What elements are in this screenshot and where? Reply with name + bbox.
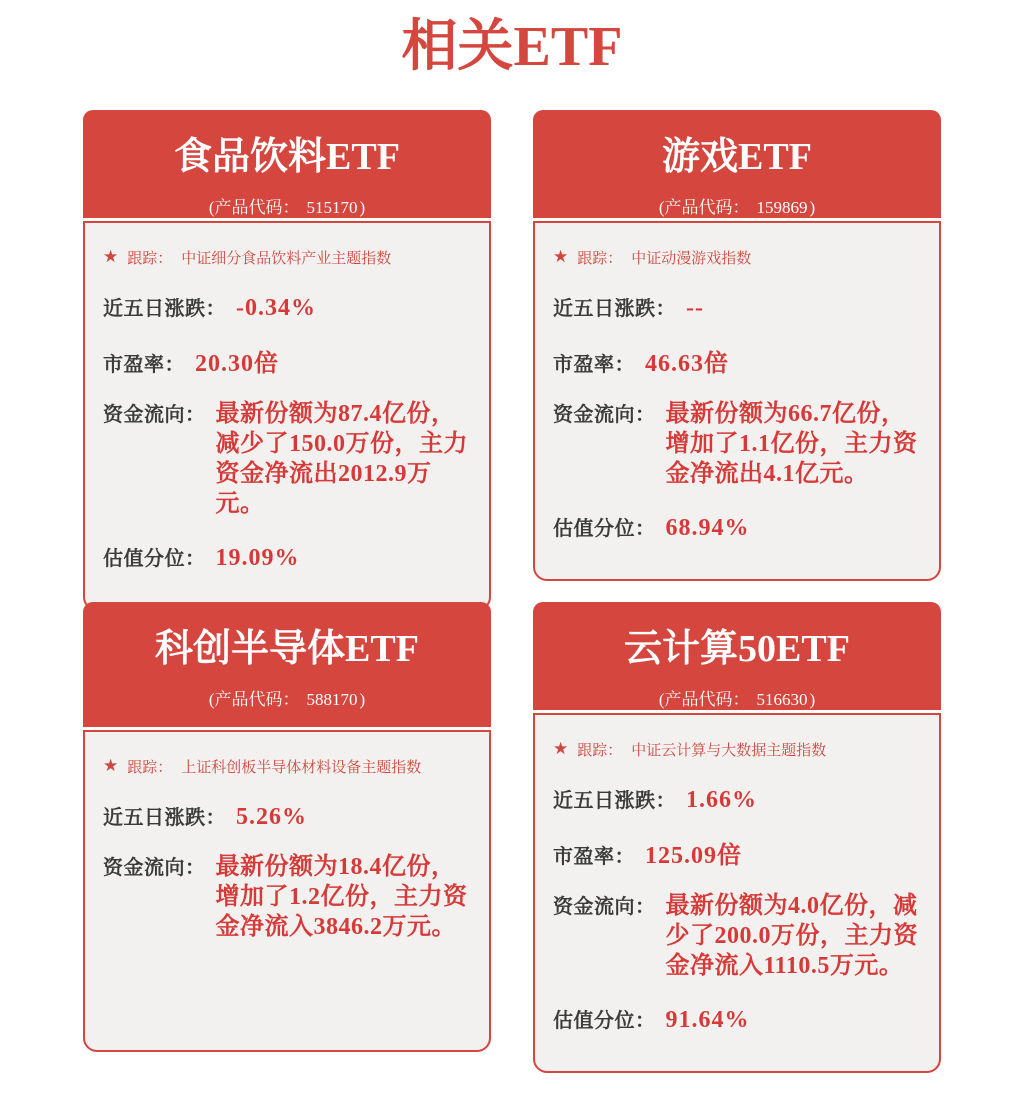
code-value: 515170	[306, 198, 358, 217]
flow-value: 最新份额为87.4亿份，减少了150.0万份，主力资金净流出2012.9万元。	[215, 401, 468, 517]
card-header	[83, 602, 491, 727]
track-row	[103, 247, 471, 268]
track-index: 上证科创板半导体材料设备主题指数	[181, 758, 422, 776]
track-index: 中证细分食品饮料产业主题指数	[181, 249, 392, 267]
track-label: 跟踪：	[577, 249, 623, 267]
card-header	[533, 602, 941, 710]
flow-label: 资金流向：	[103, 855, 206, 879]
code-value: 516630	[756, 690, 808, 709]
pe-row	[103, 343, 471, 378]
code-suffix: )	[809, 690, 816, 709]
card-body	[533, 713, 941, 1073]
track-label: 跟踪：	[127, 249, 173, 267]
change-row	[553, 292, 921, 322]
flow-label: 资金流向：	[103, 402, 206, 426]
code-prefix: (产品代码：	[658, 198, 750, 217]
change-value: -0.34%	[236, 295, 316, 321]
code-prefix: (产品代码：	[658, 690, 750, 709]
card-header	[83, 110, 491, 218]
track-index: 中证云计算与大数据主题指数	[631, 741, 827, 759]
track-index: 中证动漫游戏指数	[631, 249, 752, 267]
pe-label: 市盈率：	[553, 844, 635, 868]
change-label: 近五日涨跌：	[103, 805, 226, 829]
pe-label: 市盈率：	[553, 352, 635, 376]
change-value: 1.66%	[686, 787, 757, 813]
change-value: --	[686, 295, 704, 321]
etf-card-game	[533, 110, 941, 560]
etf-product-code	[533, 193, 941, 218]
code-suffix: )	[359, 690, 366, 709]
etf-product-code	[83, 685, 491, 710]
valuation-label: 估值分位：	[553, 516, 656, 540]
change-row	[103, 292, 471, 322]
change-label: 近五日涨跌：	[553, 296, 676, 320]
pe-value: 46.63倍	[645, 351, 729, 377]
change-value: 5.26%	[236, 804, 307, 830]
flow-value: 最新份额为18.4亿份，增加了1.2亿份，主力资金净流入3846.2万元。	[215, 854, 468, 940]
pe-value: 125.09倍	[645, 843, 742, 869]
card-header	[533, 110, 941, 218]
flow-row	[103, 852, 471, 942]
card-body	[83, 730, 491, 1052]
change-row	[553, 784, 921, 814]
change-label: 近五日涨跌：	[553, 788, 676, 812]
etf-title: 食品饮料ETF	[174, 136, 400, 178]
code-prefix: (产品代码：	[208, 690, 300, 709]
etf-card-food-beverage	[83, 110, 491, 571]
track-row	[553, 247, 921, 268]
flow-row	[103, 399, 471, 519]
valuation-label: 估值分位：	[103, 546, 206, 570]
flow-row	[553, 399, 921, 489]
flow-label: 资金流向：	[553, 894, 656, 918]
etf-title: 游戏ETF	[662, 136, 812, 178]
etf-title: 云计算50ETF	[624, 628, 850, 670]
valuation-row	[553, 512, 921, 542]
code-value: 588170	[306, 690, 358, 709]
star-icon: ★	[553, 739, 569, 759]
valuation-value: 68.94%	[665, 515, 750, 541]
etf-product-code	[83, 193, 491, 218]
etf-product-code	[533, 685, 941, 710]
etf-card-semiconductor	[83, 602, 491, 1052]
change-row	[103, 801, 471, 831]
card-body	[533, 221, 941, 581]
code-prefix: (产品代码：	[208, 198, 300, 217]
pe-value: 20.30倍	[195, 351, 279, 377]
valuation-value: 19.09%	[215, 545, 300, 571]
code-suffix: )	[359, 198, 366, 217]
change-label: 近五日涨跌：	[103, 296, 226, 320]
pe-row	[553, 343, 921, 378]
track-label: 跟踪：	[127, 758, 173, 776]
track-label: 跟踪：	[577, 741, 623, 759]
page-title: 相关ETF	[401, 16, 623, 78]
star-icon: ★	[103, 247, 119, 267]
card-body	[83, 221, 491, 611]
pe-label: 市盈率：	[103, 352, 185, 376]
track-row	[553, 739, 921, 760]
star-icon: ★	[553, 247, 569, 267]
flow-value: 最新份额为4.0亿份，减少了200.0万份，主力资金净流入1110.5万元。	[665, 893, 918, 979]
valuation-row	[103, 542, 471, 572]
pe-row	[553, 835, 921, 870]
valuation-row	[553, 1004, 921, 1034]
code-value: 159869	[756, 198, 808, 217]
valuation-label: 估值分位：	[553, 1008, 656, 1032]
track-row	[103, 756, 471, 777]
valuation-value: 91.64%	[665, 1007, 750, 1033]
etf-cards-grid	[83, 110, 941, 1052]
etf-card-cloud-computing	[533, 602, 941, 1052]
flow-label: 资金流向：	[553, 402, 656, 426]
flow-value: 最新份额为66.7亿份，增加了1.1亿份，主力资金净流出4.1亿元。	[665, 401, 918, 487]
star-icon: ★	[103, 756, 119, 776]
etf-title: 科创半导体ETF	[155, 628, 419, 670]
flow-row	[553, 891, 921, 981]
code-suffix: )	[809, 198, 816, 217]
